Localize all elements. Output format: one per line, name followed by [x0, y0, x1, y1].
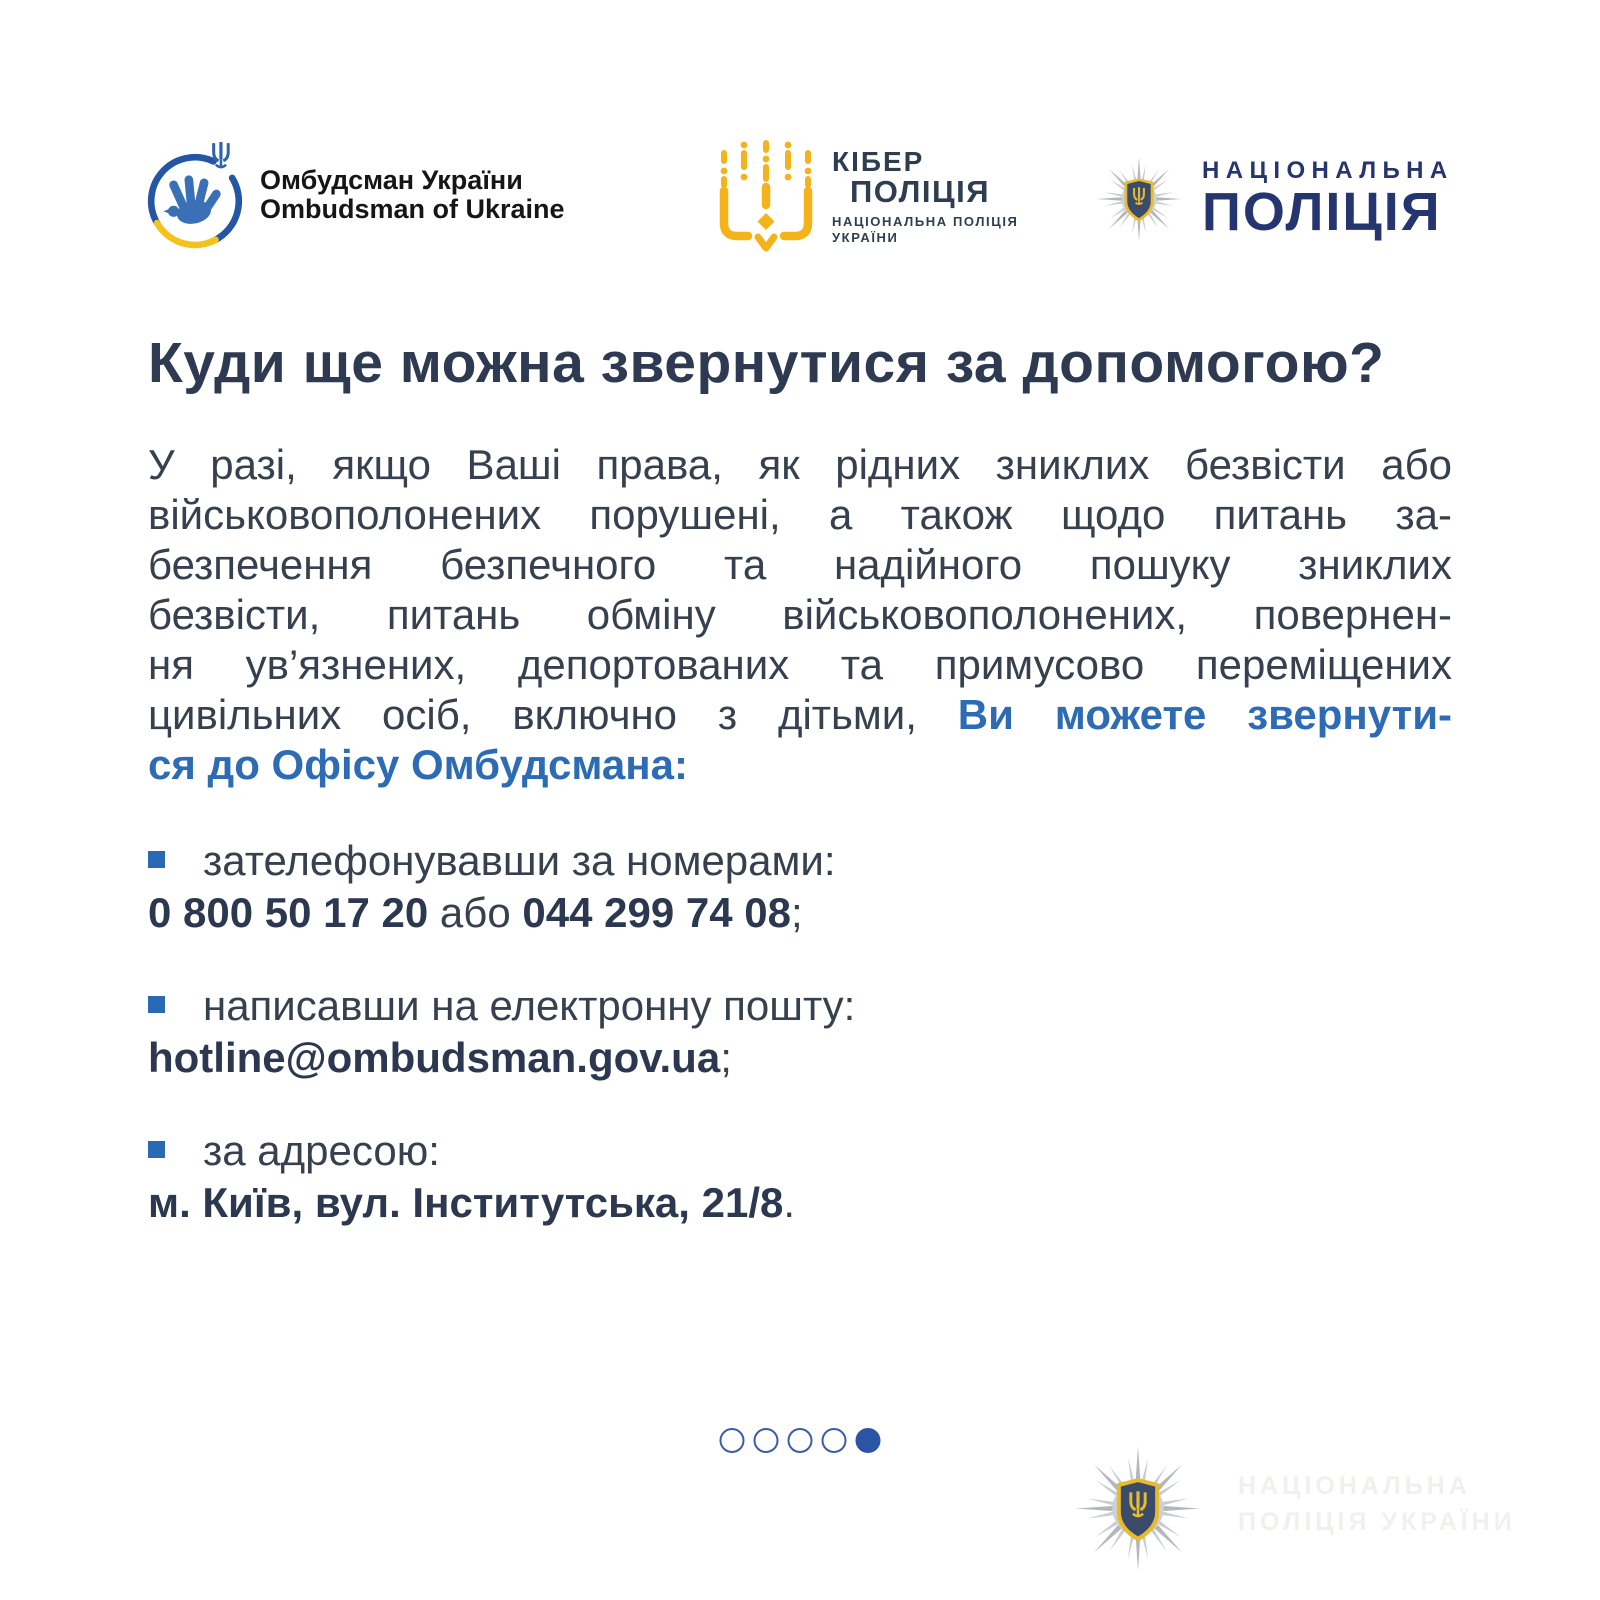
pagination-dot-5[interactable] [856, 1428, 881, 1453]
email-address: hotline@ombudsman.gov.ua [148, 1034, 721, 1081]
pagination-dot-1[interactable] [720, 1428, 745, 1453]
police-line1: НАЦІОНАЛЬНА [1202, 157, 1454, 184]
phone-numbers [148, 888, 1452, 938]
ombudsman-logo-text [260, 166, 565, 224]
intro-line6-normal: цивільних осіб, включно з дітьми, [148, 691, 958, 738]
bullet-square-icon [148, 996, 165, 1013]
bullet-phone [148, 836, 1452, 938]
address-value-line [148, 1178, 1452, 1228]
cyberpolice-sub2: УКРАЇНИ [832, 230, 899, 245]
police-line2: ПОЛІЦІЯ [1202, 182, 1442, 242]
email-value-line [148, 1033, 1452, 1083]
intro-line: військовополонених порушені, а також щодо питань за- [148, 491, 1452, 538]
address-value: м. Київ, вул. Інститутська, 21/8 [148, 1179, 784, 1226]
police-logo-text [1202, 157, 1454, 242]
pagination-dot-2[interactable] [754, 1428, 779, 1453]
cyberpolice-line1: КІБЕР [832, 146, 925, 177]
pagination [720, 1428, 881, 1453]
watermark-text [1238, 1472, 1516, 1536]
address-label: за адресою: [203, 1127, 440, 1174]
bullet-square-icon [148, 1141, 165, 1158]
ombudsman-logo-icon [146, 140, 248, 250]
phone-number-1: 0 800 50 17 20 [148, 889, 429, 936]
phone-label: зателефонувавши за номерами: [203, 837, 836, 884]
ombudsman-title-uk: Омбудсман України [260, 165, 523, 195]
dove-hand-icon [163, 180, 216, 227]
cyberpolice-sub1: НАЦІОНАЛЬНА ПОЛІЦІЯ [832, 214, 1019, 229]
phone-number-2: 044 299 74 08 [522, 889, 791, 936]
intro-line-mixed [148, 690, 1452, 740]
intro-line: безвісти, питань обміну військовополонених, повернен- [148, 591, 1452, 638]
intro-line: ня ув’язнених, депортованих та примусово переміщених [148, 641, 1452, 688]
phone-separator: або [428, 889, 523, 936]
email-end: ; [720, 1034, 732, 1081]
intro-line: безпечення безпечного та надійного пошуку зниклих [148, 541, 1452, 588]
bullet-square-icon [148, 851, 165, 868]
intro-line-highlight: ся до Офісу Омбудсмана: [148, 741, 688, 788]
pagination-dot-4[interactable] [822, 1428, 847, 1453]
email-label: написавши на електронну пошту: [203, 982, 856, 1029]
watermark-line2: ПОЛІЦІЯ УКРАЇНИ [1238, 1508, 1516, 1536]
bullet-email [148, 981, 1452, 1083]
police-badge-watermark-icon [1072, 1436, 1204, 1581]
intro-line: У разі, якщо Ваші права, як рідних зниклих безвісти або [148, 441, 1452, 488]
watermark-line1: НАЦІОНАЛЬНА [1238, 1472, 1471, 1500]
cyberpolice-line2: ПОЛІЦІЯ [850, 174, 991, 209]
police-badge-icon [1094, 150, 1184, 248]
page-title: Куди ще можна звернутися за допомогою? [148, 331, 1385, 395]
bullet-address [148, 1126, 1452, 1228]
intro-paragraph [148, 440, 1452, 790]
pagination-dot-3[interactable] [788, 1428, 813, 1453]
cyberpolice-logo-text [832, 148, 1019, 246]
intro-line6-highlight: Ви можете звернути- [957, 691, 1452, 738]
address-end: . [783, 1179, 796, 1226]
phone-end: ; [790, 889, 803, 936]
ombudsman-title-en: Ombudsman of Ukraine [260, 194, 565, 224]
cyberpolice-trident-icon [716, 136, 816, 254]
